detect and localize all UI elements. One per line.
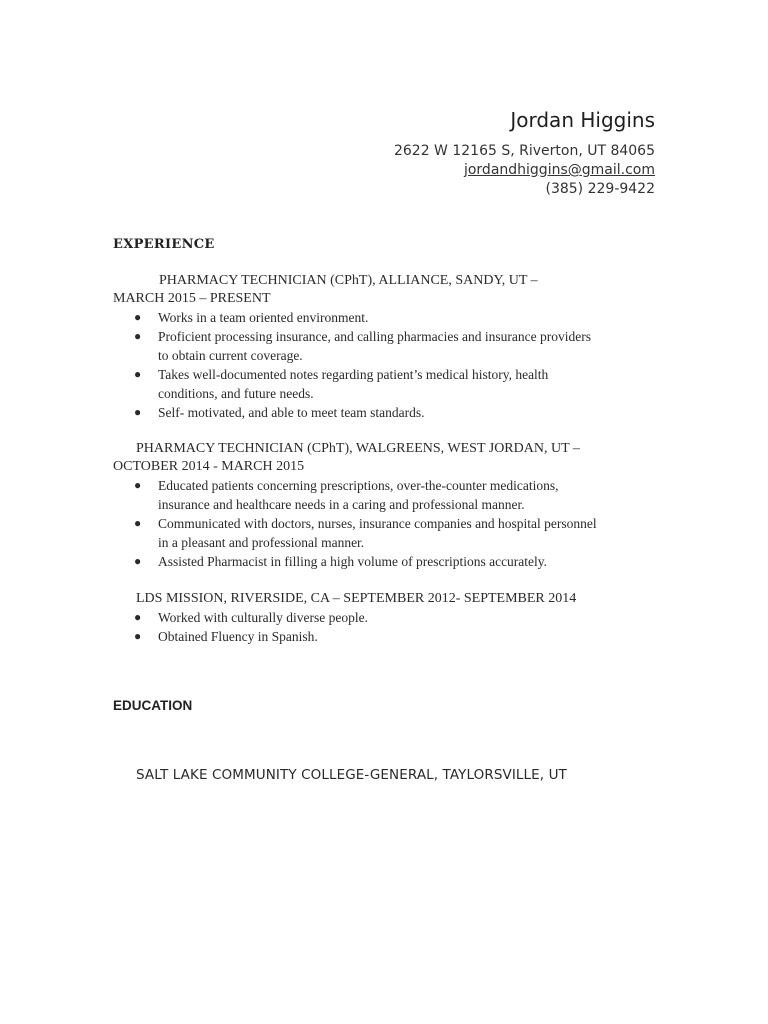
bullet-icon: ● (134, 516, 142, 530)
bullet-icon: ● (134, 367, 142, 381)
bullet-text: Proficient processing insurance, and calling pharmacies and insurance providers (158, 329, 591, 344)
school-entry: SALT LAKE COMMUNITY COLLEGE-GENERAL, TAYLORSVILLE, UT (136, 767, 567, 783)
list-item (113, 365, 653, 403)
bullet-text: in a pleasant and professional manner. (158, 535, 365, 550)
job-title-line: PHARMACY TECHNICIAN (CPhT), ALLIANCE, SANDY, UT – (159, 273, 538, 288)
job-title-line: PHARMACY TECHNICIAN (CPhT), WALGREENS, WEST JORDAN, UT – (136, 441, 580, 456)
bullet-text: Self- motivated, and able to meet team standards. (158, 405, 425, 420)
phone-number: (385) 229-9422 (545, 181, 655, 197)
bullet-text: Communicated with doctors, nurses, insurance companies and hospital personnel (158, 516, 597, 531)
email-link[interactable]: jordandhiggins@gmail.com (463, 162, 655, 178)
bullet-text: conditions, and future needs. (158, 386, 314, 401)
job-bullet-list (113, 308, 653, 422)
bullet-text: Assisted Pharmacist in filling a high volume of prescriptions accurately. (158, 554, 548, 569)
bullet-text: to obtain current coverage. (158, 348, 303, 363)
bullet-icon: ● (134, 478, 142, 492)
list-item (113, 403, 653, 422)
job-bullet-list (113, 476, 653, 571)
bullet-text: Works in a team oriented environment. (158, 310, 369, 325)
list-item (113, 627, 653, 646)
list-item (113, 308, 653, 327)
job-heading (113, 590, 653, 608)
bullet-icon: ● (134, 610, 142, 624)
list-item (113, 476, 653, 514)
bullet-icon: ● (134, 329, 142, 343)
job-entry (113, 272, 653, 422)
list-item (113, 608, 653, 627)
job-dates-line: MARCH 2015 – PRESENT (113, 291, 271, 306)
job-entry (113, 440, 653, 571)
job-entry (113, 590, 653, 646)
bullet-text: Worked with culturally diverse people. (158, 610, 368, 625)
list-item (113, 552, 653, 571)
bullet-icon: ● (134, 310, 142, 324)
candidate-name: Jordan Higgins (510, 108, 655, 132)
contact-header (394, 106, 655, 199)
job-heading (113, 272, 653, 308)
bullet-icon: ● (134, 405, 142, 419)
job-title-line: LDS MISSION, RIVERSIDE, CA – SEPTEMBER 2012- SEPTEMBER 2014 (136, 591, 577, 606)
bullet-icon: ● (134, 629, 142, 643)
bullet-text: Obtained Fluency in Spanish. (158, 629, 318, 644)
bullet-icon: ● (134, 554, 142, 568)
experience-heading: EXPERIENCE (113, 237, 215, 252)
bullet-text: insurance and healthcare needs in a caring and professional manner. (158, 497, 525, 512)
address: 2622 W 12165 S, Riverton, UT 84065 (393, 143, 655, 159)
job-heading (113, 440, 653, 476)
education-heading: EDUCATION (113, 698, 193, 713)
job-bullet-list (113, 608, 653, 646)
bullet-text: Educated patients concerning prescriptions, over-the-counter medications, (158, 478, 559, 493)
bullet-text: Takes well-documented notes regarding patient’s medical history, health (158, 367, 549, 382)
list-item (113, 327, 653, 365)
list-item (113, 514, 653, 552)
job-dates-line: OCTOBER 2014 - MARCH 2015 (113, 459, 305, 474)
